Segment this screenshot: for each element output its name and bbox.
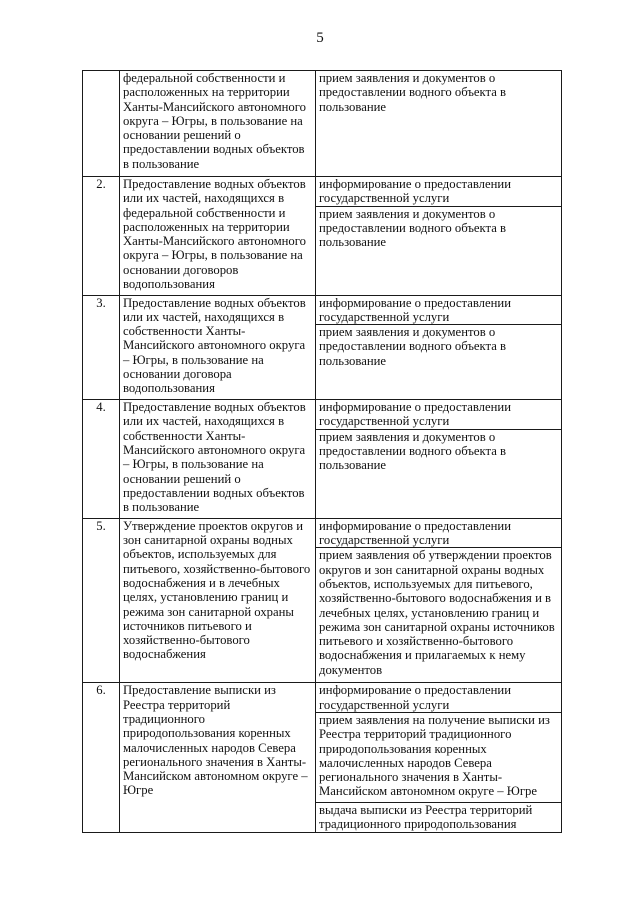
service-action: информирование о предоставлении государственной услуги [316, 683, 562, 713]
row-number: 3. [83, 295, 120, 400]
service-name: Утверждение проектов округов и зон санитарной охраны водных объектов, используемых для питьевого, хозяйственно-бытового водоснабжения и в лечебных целях, установлению границ и режима зон санитарной охраны источников питьевого и хозяйственно-бытового водоснабжения [120, 518, 316, 683]
service-action: информирование о предоставлении государственной услуги [316, 177, 562, 207]
row-number: 6. [83, 683, 120, 833]
service-name: Предоставление водных объектов или их частей, находящихся в федеральной собственности и расположенных на территории Ханты-Мансийского автономного округа – Югры, в пользование на основании договоров водопользования [120, 177, 316, 296]
service-action: выдача выписки из Реестра территорий традиционного природопользования [316, 802, 562, 832]
service-name: Предоставление водных объектов или их частей, находящихся в собственности Ханты-Мансийского автономного округа – Югры, в пользование на основании решений о предоставлении водных объектов в пользование [120, 400, 316, 519]
row-number: 2. [83, 177, 120, 296]
row-number: 4. [83, 400, 120, 519]
service-name: Предоставление выписки из Реестра территорий традиционного природопользования коренных малочисленных народов Севера регионального значения в Ханты-Мансийском автономном округе – Югре [120, 683, 316, 833]
table-body [83, 71, 562, 833]
table-row [83, 518, 562, 548]
service-action: прием заявления и документов о предоставлении водного объекта в пользование [316, 206, 562, 295]
row-number [83, 71, 120, 177]
service-action: прием заявления на получение выписки из Реестра территорий традиционного природопользования коренных малочисленных народов Севера регионального значения в Ханты-Мансийском автономном округе – Югре [316, 712, 562, 802]
service-action: прием заявления и документов о предоставлении водного объекта в пользование [316, 429, 562, 518]
service-action: информирование о предоставлении государственной услуги [316, 295, 562, 325]
table-row [83, 177, 562, 207]
service-action: прием заявления и документов о предоставлении водного объекта в пользование [316, 71, 562, 177]
service-action: информирование о предоставлении государственной услуги [316, 400, 562, 430]
service-action: прием заявления об утверждении проектов округов и зон санитарной охраны водных объектов, используемых для питьевого, хозяйственно-бытового водоснабжения и в лечебных целях, установлению границ и режима зон санитарной охраны источников питьевого и хозяйственно-бытового водоснабжения и прилагаемых к нему документов [316, 548, 562, 683]
services-table [82, 70, 562, 833]
page-number: 5 [316, 30, 324, 46]
table-row [83, 71, 562, 177]
row-number: 5. [83, 518, 120, 683]
table-row [83, 683, 562, 713]
service-name: федеральной собственности и расположенных на территории Ханты-Мансийского автономного округа – Югры, в пользование на основании решений о предоставлении водных объектов в пользование [120, 71, 316, 177]
table-row [83, 400, 562, 430]
table-row [83, 295, 562, 325]
service-name: Предоставление водных объектов или их частей, находящихся в собственности Ханты-Мансийского автономного округа – Югры, в пользование на основании договора водопользования [120, 295, 316, 400]
service-action: информирование о предоставлении государственной услуги [316, 518, 562, 548]
service-action: прием заявления и документов о предоставлении водного объекта в пользование [316, 325, 562, 400]
